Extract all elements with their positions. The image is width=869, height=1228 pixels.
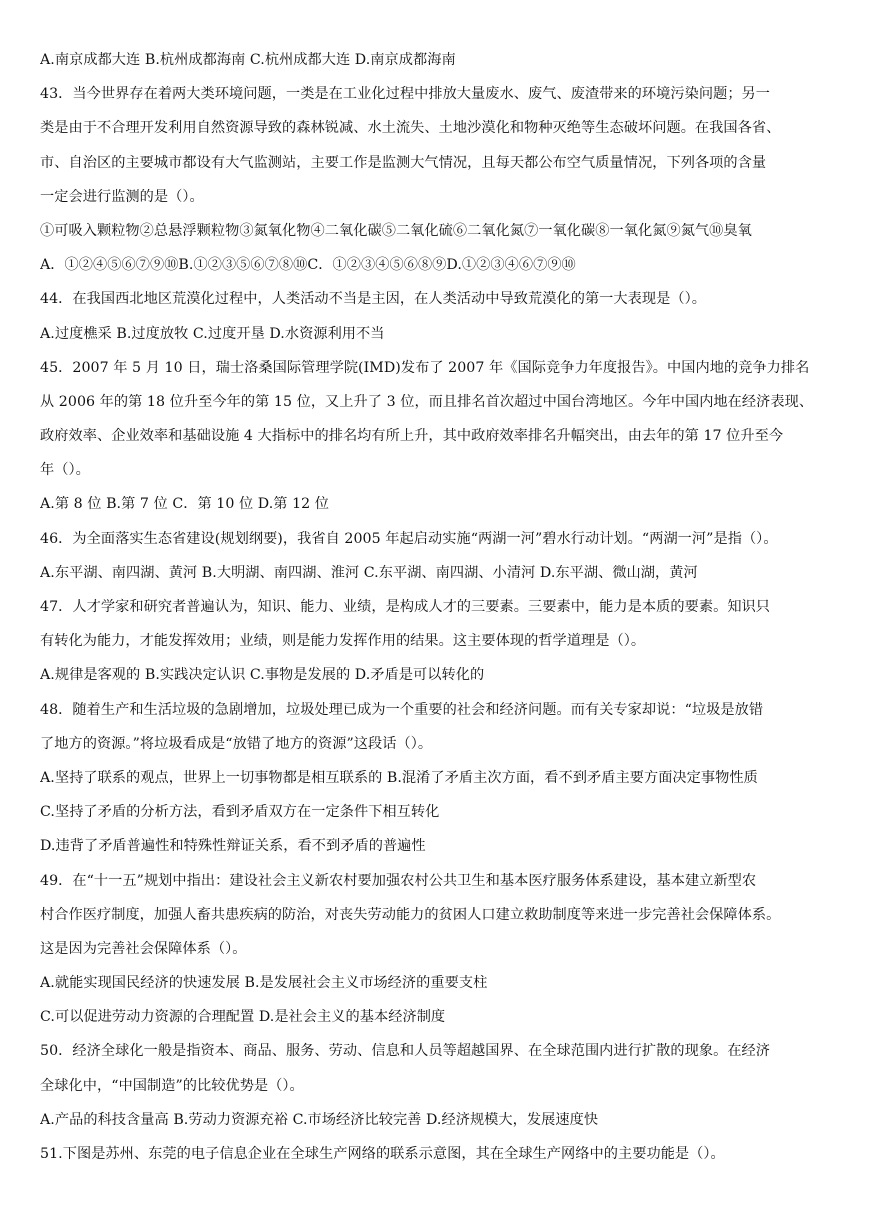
answer-options-q43: A．①②④⑤⑥⑦⑨⑩B.①②③⑤⑥⑦⑧⑩C．①②③④⑤⑥⑧⑨D.①②③④⑥⑦⑨⑩ (40, 257, 576, 274)
question-44: 44．在我国西北地区荒漠化过程中，人类活动不当是主因，在人类活动中导致荒漠化的第一大表现是（）。 (40, 291, 706, 308)
answer-options-q49-cd: C.可以促进劳动力资源的合理配置 D.是社会主义的基本经济制度 (40, 1009, 446, 1026)
question-46: 46．为全面落实生态省建设(规划纲要)，我省自 2005 年起启动实施“两湖一河”碧水行动计划。“两湖一河”是指（）。 (40, 530, 778, 547)
question-51: 51.下图是苏州、东莞的电子信息企业在全球生产网络的联系示意图，其在全球生产网络中的主要功能是（）。 (40, 1146, 725, 1162)
question-48-line-2: 了地方的资源。”将垃圾看成是“放错了地方的资源”这段话（）。 (40, 735, 433, 752)
question-48-line-1: 48．随着生产和生活垃圾的急剧增加，垃圾处理已成为一个重要的社会和经济问题。而有关专家却说：“垃圾是放错 (40, 701, 764, 718)
question-43-items: ①可吸入颗粒物②总悬浮颗粒物③氮氧化物④二氧化碳⑤二氧化硫⑥二氧化氮⑦一氧化碳⑧一氧化氮⑨氮气⑩臭氧 (40, 222, 752, 239)
question-45-line-3: 政府效率、企业效率和基础设施 4 大指标中的排名均有所上升，其中政府效率排名升幅突出，由去年的第 17 位升至今 (40, 428, 784, 445)
question-49-line-3: 这是因为完善社会保障体系（）。 (40, 940, 247, 957)
question-45-line-1: 45．2007 年 5 月 10 日，瑞士洛桑国际管理学院(IMD)发布了 2007 年《国际竞争力年度报告》。中国内地的竞争力排名 (40, 359, 810, 376)
question-43-line-1: 43．当今世界存在着两大类环境问题，一类是在工业化过程中排放大量废水、废气、废渣带来的环境污染问题；另一 (40, 86, 771, 103)
question-47-line-1: 47．人才学家和研究者普遍认为，知识、能力、业绩，是构成人才的三要素。三要素中，能力是本质的要素。知识只 (40, 599, 771, 615)
question-45-line-4: 年（）。 (40, 462, 90, 479)
question-49-line-1: 49．在“十一五”规划中指出：建设社会主义新农村要加强农村公共卫生和基本医疗服务体系建设，基本建立新型农 (40, 872, 757, 889)
answer-options-q47: A.规律是客观的 B.实践决定认识 C.事物是发展的 D.矛盾是可以转化的 (40, 667, 485, 684)
answer-options-q49-ab: A.就能实现国民经济的快速发展 B.是发展社会主义市场经济的重要支柱 (40, 975, 488, 992)
question-43-line-2: 类是由于不合理开发利用自然资源导致的森林锐减、水土流失、土地沙漠化和物种灭绝等生态破坏问题。在我国各省、 (40, 120, 781, 137)
question-43-line-3: 市、自治区的主要城市都设有大气监测站，主要工作是监测大气情况，且每天都公布空气质量情况，下列各项的含量 (40, 154, 767, 171)
answer-options-q42: A.南京成都大连 B.杭州成都海南 C.杭州成都大连 D.南京成都海南 (40, 52, 456, 68)
question-50-line-1: 50．经济全球化一般是指资本、商品、服务、劳动、信息和人员等超越国界、在全球范围内进行扩散的现象。在经济 (40, 1043, 771, 1060)
answer-option-q48-c: C.坚持了矛盾的分析方法，看到矛盾双方在一定条件下相互转化 (40, 804, 440, 821)
question-50-line-2: 全球化中，“中国制造”的比较优势是（）。 (40, 1077, 304, 1094)
question-49-line-2: 村合作医疗制度，加强人畜共患疾病的防治，对丧失劳动能力的贫困人口建立救助制度等来进一步完善社会保障体系。 (40, 906, 781, 923)
answer-option-q48-d: D.违背了矛盾普遍性和特殊性辩证关系，看不到矛盾的普遍性 (40, 838, 426, 855)
answer-options-q44: A.过度樵采 B.过度放牧 C.过度开垦 D.水资源利用不当 (40, 325, 385, 342)
answer-options-q45: A.第 8 位 B.第 7 位 C．第 10 位 D.第 12 位 (40, 496, 330, 513)
document-page (40, 48, 832, 1168)
answer-options-q50: A.产品的科技含量高 B.劳动力资源充裕 C.市场经济比较完善 D.经济规模大，发展速度快 (40, 1111, 599, 1128)
answer-options-q46: A.东平湖、南四湖、黄河 B.大明湖、南四湖、淮河 C.东平湖、南四湖、小清河 D.东平湖、微山湖，黄河 (40, 564, 698, 581)
answer-options-q48-ab: A.坚持了联系的观点，世界上一切事物都是相互联系的 B.混淆了矛盾主次方面，看不到矛盾主要方面决定事物性质 (40, 769, 758, 786)
question-45-line-2: 从 2006 年的第 18 位升至今年的第 15 位，又上升了 3 位，而且排名首次超过中国台湾地区。今年中国内地在经济表现、 (40, 393, 814, 410)
question-47-line-2: 有转化为能力，才能发挥效用；业绩，则是能力发挥作用的结果。这主要体现的哲学道理是（）。 (40, 633, 646, 650)
question-43-line-4: 一定会进行监测的是（）。 (40, 188, 204, 205)
